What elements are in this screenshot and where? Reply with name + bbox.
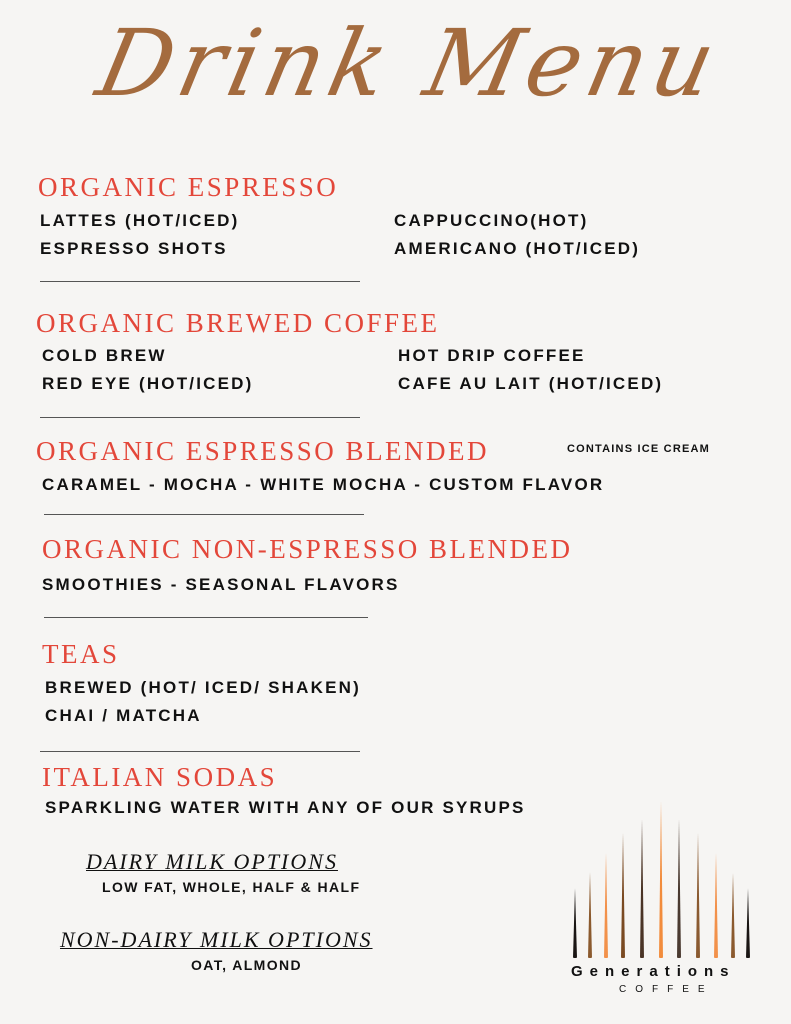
non-dairy-milk-values: OAT, ALMOND (191, 957, 303, 973)
section-heading: TEAS (42, 639, 120, 669)
dairy-milk-heading: DAIRY MILK OPTIONS (86, 849, 338, 874)
logo-bar (588, 872, 592, 958)
menu-item: CHAI / MATCHA (45, 706, 202, 725)
menu-item: HOT DRIP COFFEE (398, 346, 586, 365)
logo-bar (621, 833, 625, 958)
logo-bar (659, 801, 663, 958)
menu-item: RED EYE (HOT/ICED) (42, 374, 254, 393)
menu-item: CARAMEL - MOCHA - WHITE MOCHA - CUSTOM FLAVOR (42, 475, 605, 494)
menu-item: ESPRESSO SHOTS (40, 239, 228, 258)
menu-item: CAFE AU LAIT (HOT/ICED) (398, 374, 664, 393)
menu-item: COLD BREW (42, 346, 167, 365)
logo-bar (604, 853, 608, 958)
dairy-milk-values: LOW FAT, WHOLE, HALF & HALF (102, 879, 361, 895)
menu-item: BREWED (HOT/ ICED/ SHAKEN) (45, 678, 361, 697)
menu-title: Drink Menu (88, 10, 730, 117)
divider (44, 514, 364, 515)
non-dairy-milk-heading: NON-DAIRY MILK OPTIONS (60, 927, 373, 952)
logo-bar (746, 888, 750, 958)
logo-bar (677, 819, 681, 958)
divider (40, 417, 360, 418)
logo-bar (714, 853, 718, 958)
divider (40, 281, 360, 282)
menu-item: CAPPUCCINO(HOT) (394, 211, 589, 230)
logo-bar (640, 819, 644, 958)
divider (44, 617, 368, 618)
logo-bar (696, 833, 700, 958)
section-heading: ORGANIC ESPRESSO BLENDED (36, 436, 490, 466)
section-heading: ITALIAN SODAS (42, 762, 278, 792)
logo-name: Generations (571, 963, 736, 980)
menu-item: LATTES (HOT/ICED) (40, 211, 240, 230)
menu-item: SPARKLING WATER WITH ANY OF OUR SYRUPS (45, 798, 526, 817)
logo-bar (731, 873, 735, 958)
ice-cream-note: CONTAINS ICE CREAM (567, 443, 711, 455)
divider (40, 751, 360, 752)
menu-item: AMERICANO (HOT/ICED) (394, 239, 641, 258)
menu-item: SMOOTHIES - SEASONAL FLAVORS (42, 575, 400, 594)
section-heading: ORGANIC ESPRESSO (38, 172, 339, 202)
section-heading: ORGANIC BREWED COFFEE (36, 308, 440, 338)
section-heading: ORGANIC NON-ESPRESSO BLENDED (42, 534, 573, 564)
logo-sub: COFFEE (619, 984, 714, 995)
logo-bar (573, 888, 577, 958)
